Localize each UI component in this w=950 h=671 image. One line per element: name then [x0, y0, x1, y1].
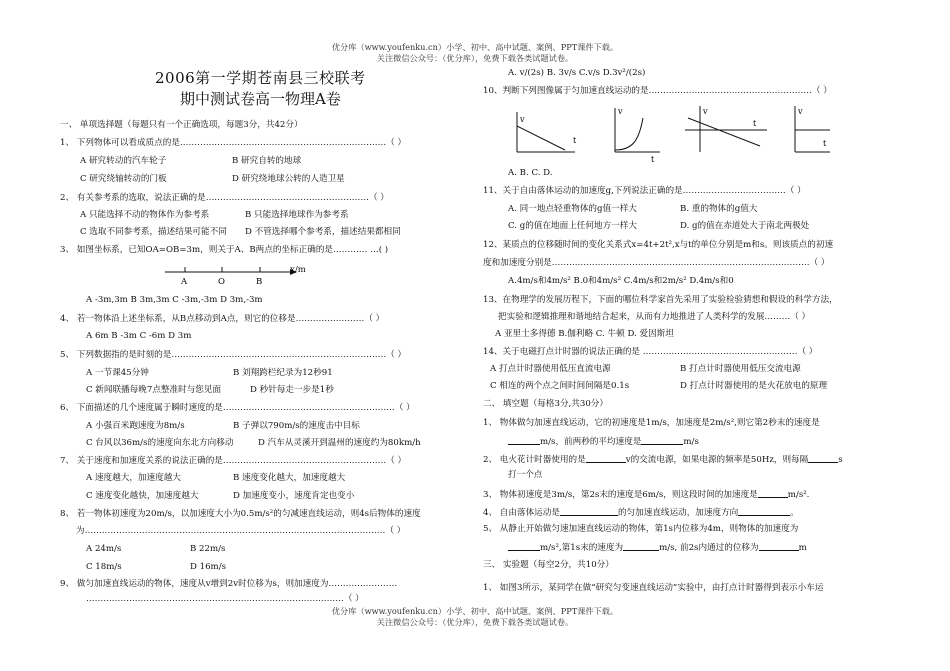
question-11: 11、关于自由落体运动的加速度g,下列说法正确的是………………………………（ ）: [483, 186, 806, 196]
question-13: 13、在物理学的发展历程下，下面的哪位科学家首先采用了实验检验猜想和假设的科学方法，: [483, 295, 838, 305]
fill-1-line-2: m/s，前两秒的平均速度是 m/s: [508, 435, 699, 447]
header-line-2: 关注微信公众号：（优分库），免费下载各类试题试卷。: [376, 53, 574, 63]
graphs-q10: [505, 100, 835, 162]
q9-options: A. v/(2s) B. 3v/s C.v/s D.3v²/(2s): [508, 68, 646, 78]
q2-option-b: B 只能选择地球作为参考系: [245, 210, 349, 220]
footer-line-2: 关注微信公众号：（优分库），免费下载各类试题试卷。: [376, 617, 574, 627]
exam-subtitle: 期中测试卷高一物理A卷: [180, 90, 341, 108]
q14-option-c: C 相连的两个点之间时间间隔是0.1s: [490, 381, 630, 391]
fill-4: 4、 自由落体运动是 的匀加速直线运动，加速度方向 。: [483, 508, 799, 518]
fill-1: 1、 物体做匀加速直线运动，它的初速度是1m/s，加速度是2m/s²,则它第2秒末的速度是: [483, 418, 820, 428]
exam-title: 2006第一学期苍南县三校联考: [155, 69, 366, 87]
fill-2-line-2: 打一个点: [508, 470, 543, 480]
fill-5: 5、 从静止开始做匀速加速直线运动的物体，第1s内位移为4m，则物体的加速度为: [483, 524, 799, 534]
q6-option-c: C 台风以36m/s的速度向东北方向移动: [86, 438, 234, 448]
q3-options: A -3m,3m B 3m,3m C -3m,-3m D 3m,-3m: [86, 295, 263, 305]
section-2-heading: 二、 填空题（每格3分,共30分）: [483, 399, 608, 409]
q5-option-a: A 一节课45分钟: [86, 368, 149, 378]
footer-line-1: 优分库（www.youfenku.cn）小学、初中、高中试题、案例、PPT课件下载。: [331, 606, 619, 616]
blank-4b[interactable]: [738, 506, 790, 516]
graph-a-t: t: [573, 136, 577, 145]
q7-option-b: B 速度变化越大，加速度越大: [233, 473, 346, 483]
question-9-line-2: ………………………………………………………………………………（ ）: [86, 594, 364, 604]
q1-option-b: B 研究自转的地球: [232, 156, 302, 166]
q7-option-c: C 速度变化越快，加速度越大: [86, 491, 199, 501]
q14-option-d: D 打点计时器使用的是火花放电的原理: [680, 381, 828, 391]
question-6: 6、 下面描述的几个速度属于瞬时速度的是……………………………………………………（ ）: [60, 403, 415, 413]
q6-option-d: D 汽车从灵溪开到温州的速度约为80km/h: [258, 438, 421, 448]
question-10: 10、判断下列图像属于匀加速直线运动的是…………………………………………………（ ）: [483, 86, 832, 96]
q6-option-a: A 小强百米跑速度为8m/s: [86, 421, 185, 431]
blank-5b[interactable]: [623, 541, 659, 551]
blank-1b[interactable]: [641, 435, 683, 445]
question-8-line-2: 为……………………………………………………………………………………………（ ）: [76, 526, 406, 536]
q1-option-d: D 研究绕地球公转的人造卫星: [232, 174, 345, 184]
graph-b-t: t: [651, 155, 655, 162]
q11-option-b: B. 重的物体的g值大: [680, 204, 758, 214]
q11-option-c: C. g的值在地面上任何地方一样大: [508, 221, 637, 231]
q1-option-c: C 研究绕轴转动的门板: [80, 174, 167, 184]
q2-option-c: C 选取不同参考系，描述结果可能不同: [80, 227, 227, 237]
fill-5-line-2: m/s²,第1s末的速度为 m/s, 前2s内通过的位移为 m: [508, 541, 807, 553]
question-4: 4、 若一物体沿上述坐标系，从B点移动到A点，则它的位移是……………………（ ）: [60, 314, 385, 324]
blank-2a[interactable]: [586, 453, 626, 463]
graph-d: [795, 106, 830, 152]
blank-1a[interactable]: [508, 435, 540, 445]
graph-a-v: v: [520, 115, 525, 124]
graph-b-v: v: [618, 107, 623, 116]
q4-options: A 6m B -3m C -6m D 3m: [86, 331, 192, 341]
q11-option-d: D. g的值在赤道处大于南北两极处: [680, 221, 810, 231]
experiment-1: 1、 如图3所示，某同学在做“研究匀变速直线运动”实验中，由打点计时器得到表示小车运: [483, 583, 824, 593]
q7-option-d: D 加速度变小，速度肯定也变小: [233, 491, 355, 501]
graph-c-t: t: [753, 119, 757, 128]
q12-options: A.4m/s和4m/s² B.0和4m/s² C.4m/s和2m/s² D.4m/s和0: [508, 276, 734, 286]
question-3: 3、 如图坐标系，已知OA=OB=3m，则关于A、B两点的坐标正确的是………… …( ): [60, 245, 389, 255]
graph-a: [517, 112, 577, 152]
q7-option-a: A 速度越大，加速度越大: [86, 473, 181, 483]
header-line-1: 优分库（www.youfenku.cn）小学、初中、高中试题、案例、PPT课件下载。: [331, 42, 619, 52]
question-5: 5、 下列数据指的是时刻的是…………………………………………………………………（ ）: [60, 350, 407, 360]
section-1-heading: 一、 单项选择题（每题只有一个正确选项，每题3分，共42分）: [60, 120, 303, 130]
fill-2: 2、 电火花计时器使用的是 v的交流电源，如果电源的频率是50Hz，则每隔 s: [483, 455, 843, 465]
q11-option-a: A. 同一地点轻重物体的g值一样大: [508, 204, 637, 214]
q14-option-b: B 打点计时器使用低压交流电源: [680, 364, 801, 374]
q10-options: A. B. C. D.: [508, 168, 553, 178]
question-12: 12、某质点的位移随时间的变化关系式x=4t+2t²,x与t的单位分别是m和s。则该质点的初速: [483, 240, 834, 250]
question-14: 14、关于电磁打点计时器的说法正确的是 ………………………………………………（ ）: [483, 347, 818, 357]
q13-options: A 亚里士多得德 B.伽利略 C. 牛顿 D. 爱因斯坦: [495, 329, 674, 339]
fill-3: 3、 物体初速度是3m/s，第2s末的速度是6m/s，则这段时间的加速度是 m/s².: [483, 490, 810, 500]
question-7: 7、 关于速度和加速度关系的说法正确的是…………………………………………………（ ）: [60, 456, 407, 466]
q8-option-c: C 18m/s: [86, 562, 122, 572]
blank-5a[interactable]: [508, 541, 540, 551]
section-3-heading: 三、 实验题（每空2分，共10分）: [483, 560, 614, 570]
q8-option-b: B 22m/s: [190, 544, 226, 554]
question-1: 1、 下列物体可以看成质点的是………………………………………………………………（ ）: [60, 138, 407, 148]
question-13-line-2: 把实验和逻辑推理和谐地结合起来，从而有力地推进了人类科学的发展………（ ）: [498, 312, 811, 322]
graph-d-t: t: [823, 139, 827, 148]
graph-c: [685, 106, 767, 152]
question-8: 8、 若一物体初速度为20m/s，以加速度大小为0.5m/s²的匀减速直线运动，则4s后物体的速度: [60, 509, 421, 519]
axis-label-b: B: [256, 277, 263, 287]
question-9: 9、 做匀加速直线运动的物体，速度从v增到2v时位移为s，则加速度为……………………: [60, 579, 398, 589]
question-2: 2、 有关参考系的选取，说法正确的是…………………………………………………（ ）: [60, 193, 389, 203]
q5-option-c: C 新闻联播每晚7点整准时与您见面: [86, 385, 222, 395]
axis-label-a: A: [181, 277, 188, 287]
graph-b: [615, 107, 660, 162]
q8-option-a: A 24m/s: [86, 544, 122, 554]
blank-3[interactable]: [758, 488, 788, 498]
q2-option-d: D 不管选择哪个参考系，描述结果都相同: [245, 227, 401, 237]
blank-5c[interactable]: [759, 541, 799, 551]
q14-option-a: A 打点计时器使用低压直流电源: [490, 364, 611, 374]
question-12-line-2: 度和加速度分别是………………………………………………………………………………（ ）: [483, 258, 830, 268]
q1-option-a: A 研究转动的汽车轮子: [80, 156, 167, 166]
axis-label-o: O: [218, 277, 225, 287]
blank-4a[interactable]: [560, 506, 618, 516]
q5-option-b: B 刘翔跨栏纪录为12秒91: [233, 368, 333, 378]
q8-option-d: D 16m/s: [190, 562, 227, 572]
graph-c-v: v: [703, 107, 708, 116]
graph-d-v: v: [798, 107, 803, 116]
q2-option-a: A 只能选择不动的物体作为参考系: [80, 210, 210, 220]
axis-unit: x/m: [290, 265, 306, 275]
q6-option-b: B 子弹以790m/s的速度击中目标: [233, 421, 360, 431]
q5-option-d: D 秒针每走一步是1秒: [250, 385, 334, 395]
blank-2b[interactable]: [808, 453, 838, 463]
